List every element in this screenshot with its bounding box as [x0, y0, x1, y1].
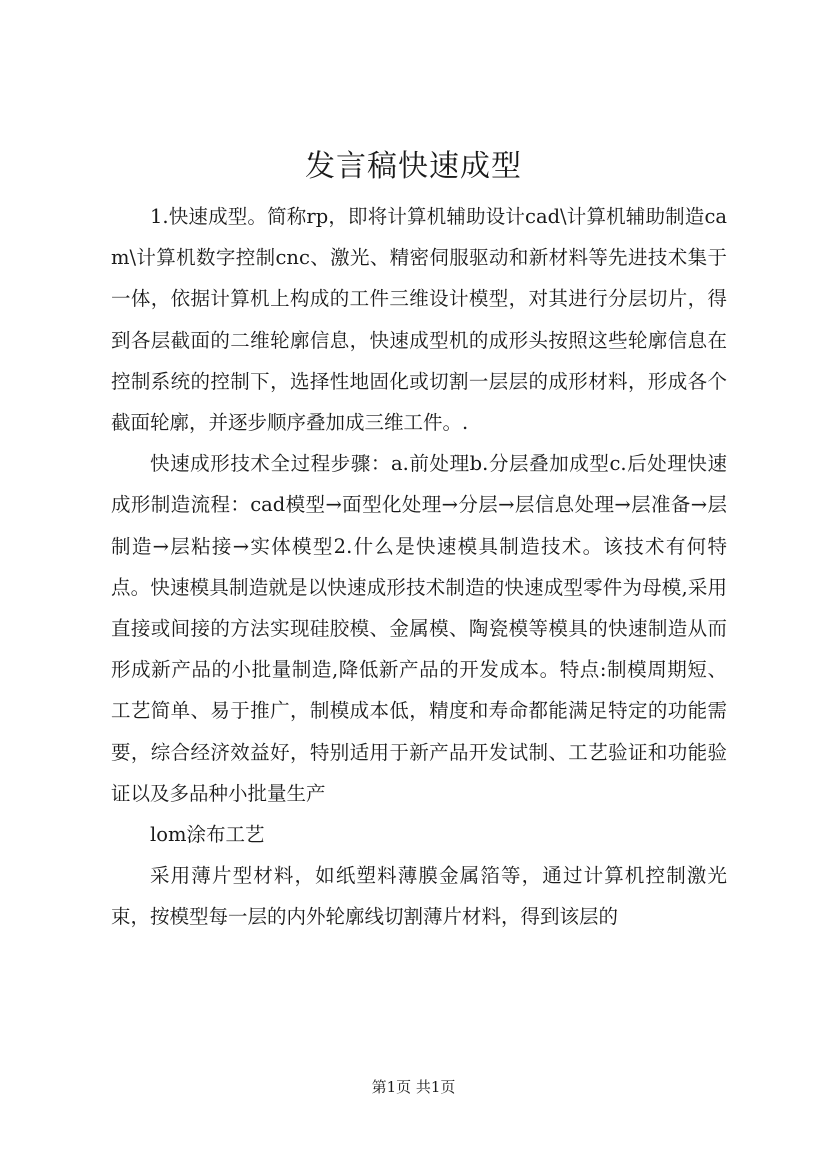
paragraph-rapid-prototyping: 1.快速成型。简称rp，即将计算机辅助设计cad\计算机辅助制造cam\计算机数字控制cnc、激光、精密伺服驱动和新材料等先进技术集于一体，依据计算机上构成的工件三维设计模型，对其进行分层切片，得到各层截面的二维轮廓信息，快速成型机的成形头按照这些轮廓信息在控制系统的控制下，选择性地固化或切割一层层的成形材料，形成各个截面轮廓，并逐步顺序叠加成三维工件。.	[111, 205, 727, 435]
document-body	[111, 196, 727, 938]
paragraph-lom-heading: lom涂布工艺	[150, 823, 265, 847]
page-number-footer: 第1页 共1页	[371, 1078, 456, 1096]
paragraph-process-steps: 快速成形技术全过程步骤：a.前处理b.分层叠加成型c.后处理快速成形制造流程：cad模型→面型化处理→分层→层信息处理→层准备→层制造→层粘接→实体模型2.什么是快速模具制造技术。该技术有何特点。快速模具制造就是以快速成形技术制造的快速成型零件为母模,采用直接或间接的方法实现硅胶模、金属模、陶瓷模等模具的快速制造从而形成新产品的小批量制造,降低新产品的开发成本。特点:制模周期短、工艺简单、易于推广，制模成本低，精度和寿命都能满足特定的功能需要，综合经济效益好，特别适用于新产品开发试制、工艺验证和功能验证以及多品种小批量生产	[111, 452, 727, 805]
document-title: 发言稿快速成型	[305, 149, 522, 184]
paragraph-lom-description: 采用薄片型材料，如纸塑料薄膜金属箔等，通过计算机控制激光束，按模型每一层的内外轮廓线切割薄片材料，得到该层的	[111, 864, 727, 929]
